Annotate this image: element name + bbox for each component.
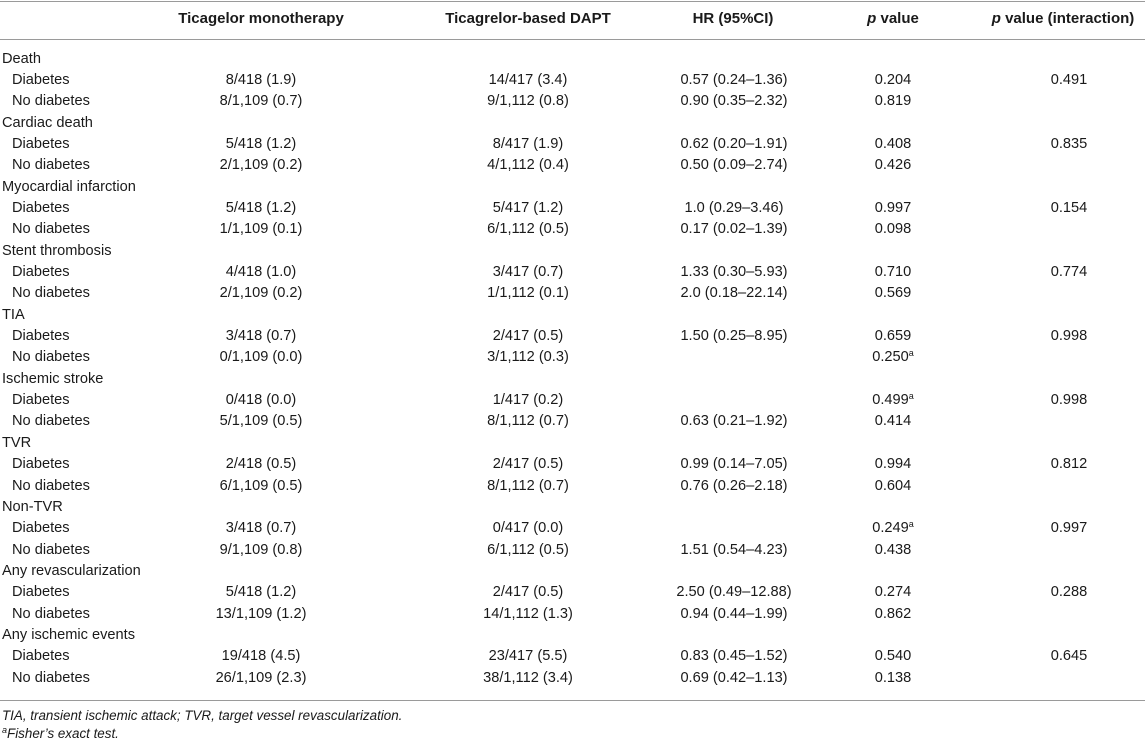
cell-dapt-text: 14/1,112 (1.3)	[483, 605, 573, 622]
cell-hr-text: 2.0 (0.18–22.14)	[680, 285, 788, 302]
cell-dapt-text: 3/1,112 (0.3)	[487, 349, 569, 366]
outcome-row	[0, 177, 1145, 198]
cell-dapt-text: 4/1,112 (0.4)	[487, 157, 569, 174]
table-row	[0, 518, 1145, 539]
cell-p-interaction-text: 0.154	[1050, 199, 1088, 216]
cell-p-value-wrap	[872, 390, 914, 411]
footnote-fisher-text: Fisher’s exact test.	[7, 726, 119, 741]
cell-p-value-wrap	[875, 604, 912, 625]
table-top-rule	[0, 1, 1145, 2]
p-value-text: 0.274	[874, 584, 912, 601]
outcome-row	[0, 241, 1145, 262]
cell-hr-text: 0.90 (0.35–2.32)	[680, 93, 788, 110]
table-row	[0, 411, 1145, 432]
table-header-rule	[0, 39, 1145, 40]
p-value-footnote-marker: a	[908, 348, 914, 359]
subgroup-label: Diabetes	[12, 520, 70, 537]
cell-dapt-text: 5/417 (1.2)	[492, 199, 564, 216]
subgroup-label: Diabetes	[12, 328, 70, 345]
cell-p-value-wrap	[875, 262, 912, 283]
cell-hr-text: 0.94 (0.44–1.99)	[680, 605, 788, 622]
table-row	[0, 646, 1145, 667]
cell-monotherapy-text: 8/1,109 (0.7)	[219, 93, 303, 110]
cell-p-value-wrap	[875, 134, 912, 155]
subgroup-label: No diabetes	[12, 669, 90, 686]
cell-p-interaction-text: 0.288	[1050, 584, 1088, 601]
p-value-text: 0.426	[874, 157, 912, 174]
cell-p-value-wrap	[875, 326, 912, 347]
footnote-fisher	[2, 726, 119, 741]
cell-monotherapy-text: 5/418 (1.2)	[225, 584, 297, 601]
cell-hr-text: 1.50 (0.25–8.95)	[680, 328, 788, 345]
header-hr: HR (95%CI)	[692, 10, 774, 27]
header-p-italic: p	[867, 10, 877, 27]
cell-hr-text: 0.63 (0.21–1.92)	[680, 413, 788, 430]
subgroup-label: Diabetes	[12, 135, 70, 152]
subgroup-label: Diabetes	[12, 71, 70, 88]
subgroup-label: No diabetes	[12, 221, 90, 238]
p-value-text: 0.540	[874, 648, 912, 665]
subgroup-label: No diabetes	[12, 349, 90, 366]
cell-p-interaction-text: 0.774	[1050, 264, 1088, 280]
table-row	[0, 668, 1145, 689]
p-value-text: 0.862	[874, 605, 912, 622]
cell-monotherapy-text: 3/418 (0.7)	[225, 520, 297, 537]
cell-hr-text: 0.69 (0.42–1.13)	[680, 669, 788, 686]
cell-p-interaction-text: 0.998	[1050, 328, 1088, 345]
table-row	[0, 91, 1145, 112]
outcome-label: Ischemic stroke	[2, 370, 104, 387]
cell-p-value-wrap	[875, 219, 912, 240]
outcome-row	[0, 497, 1145, 518]
cell-monotherapy-text: 0/418 (0.0)	[225, 392, 297, 409]
cell-hr-text: 2.50 (0.49–12.88)	[676, 584, 792, 601]
cell-p-interaction-text: 0.835	[1050, 135, 1088, 152]
header-pi-italic: p	[991, 10, 1001, 27]
cell-p-value-wrap	[875, 70, 912, 91]
cell-monotherapy-text: 5/1,109 (0.5)	[219, 413, 303, 430]
subgroup-label: No diabetes	[12, 285, 90, 302]
cell-monotherapy-text: 6/1,109 (0.5)	[219, 477, 303, 494]
subgroup-label: Diabetes	[12, 264, 70, 280]
p-value-text: 0.659	[874, 328, 912, 345]
cell-p-interaction-text: 0.812	[1050, 456, 1088, 473]
cell-dapt-text: 2/417 (0.5)	[492, 328, 564, 345]
cell-monotherapy-text: 4/418 (1.0)	[225, 264, 297, 280]
cell-p-interaction-text: 0.998	[1050, 392, 1088, 409]
p-value-text: 0.994	[874, 456, 912, 473]
outcome-label: Stent thrombosis	[2, 242, 112, 259]
cell-dapt-text: 8/417 (1.9)	[492, 135, 564, 152]
cell-p-value-wrap	[872, 347, 914, 368]
cell-dapt-text: 9/1,112 (0.8)	[487, 93, 569, 110]
cell-p-value-wrap	[875, 668, 912, 689]
cell-dapt-text: 23/417 (5.5)	[488, 648, 568, 665]
outcome-label: TIA	[2, 306, 25, 323]
cell-p-value-wrap	[875, 454, 912, 475]
cell-hr-text: 0.99 (0.14–7.05)	[680, 456, 788, 473]
outcome-row	[0, 561, 1145, 582]
cell-hr-text: 0.62 (0.20–1.91)	[680, 135, 788, 152]
table-row	[0, 326, 1145, 347]
header-p-value	[867, 10, 919, 27]
cell-dapt-text: 2/417 (0.5)	[492, 584, 564, 601]
cell-monotherapy-text: 5/418 (1.2)	[225, 135, 297, 152]
cell-hr-text: 0.57 (0.24–1.36)	[680, 71, 788, 88]
table-row	[0, 604, 1145, 625]
outcome-row	[0, 49, 1145, 70]
footnote-marker: a	[2, 725, 8, 735]
subgroup-label: No diabetes	[12, 413, 90, 430]
cell-p-value-wrap	[875, 540, 912, 561]
cell-dapt-text: 38/1,112 (3.4)	[483, 669, 573, 686]
cell-p-value-wrap	[875, 91, 912, 112]
cell-monotherapy-text: 2/1,109 (0.2)	[219, 157, 303, 174]
outcome-label: Non-TVR	[2, 498, 63, 515]
table-row	[0, 219, 1145, 240]
cell-hr-text: 0.50 (0.09–2.74)	[680, 157, 788, 174]
cell-p-value-wrap	[875, 198, 912, 219]
cell-hr-text: 0.17 (0.02–1.39)	[680, 221, 788, 238]
p-value-text: 0.249	[872, 520, 909, 537]
header-dapt: Ticagrelor-based DAPT	[445, 10, 611, 27]
outcome-label: Any ischemic events	[2, 626, 136, 643]
cell-p-value-wrap	[875, 582, 912, 603]
subgroup-label: Diabetes	[12, 648, 70, 665]
cell-p-value-wrap	[872, 518, 914, 539]
table-row	[0, 582, 1145, 603]
outcome-row	[0, 433, 1145, 454]
table-row	[0, 70, 1145, 91]
outcome-row	[0, 113, 1145, 134]
p-value-text: 0.138	[874, 669, 912, 686]
cell-monotherapy-text: 5/418 (1.2)	[225, 199, 297, 216]
cell-monotherapy-text: 19/418 (4.5)	[221, 648, 301, 665]
p-value-text: 0.569	[874, 285, 912, 302]
outcome-row	[0, 305, 1145, 326]
cell-p-interaction-text: 0.997	[1050, 520, 1088, 537]
cell-dapt-text: 0/417 (0.0)	[492, 520, 564, 537]
subgroup-label: Diabetes	[12, 456, 70, 473]
p-value-text: 0.408	[874, 135, 912, 152]
cell-dapt-text: 1/1,112 (0.1)	[487, 285, 569, 302]
p-value-text: 0.438	[874, 541, 912, 558]
cell-monotherapy-text: 8/418 (1.9)	[225, 71, 297, 88]
cell-monotherapy-text: 2/418 (0.5)	[225, 456, 297, 473]
table-row	[0, 198, 1145, 219]
p-value-text: 0.710	[874, 264, 912, 280]
cell-monotherapy-text: 1/1,109 (0.1)	[219, 221, 303, 238]
outcome-row	[0, 625, 1145, 646]
cell-monotherapy-text: 9/1,109 (0.8)	[219, 541, 303, 558]
header-pi-rest: value (interaction)	[1000, 10, 1135, 27]
cell-dapt-text: 8/1,112 (0.7)	[487, 477, 569, 494]
cell-hr-text: 1.51 (0.54–4.23)	[680, 541, 788, 558]
table-row	[0, 134, 1145, 155]
cell-monotherapy-text: 26/1,109 (2.3)	[215, 669, 307, 686]
p-value-text: 0.604	[874, 477, 912, 494]
cell-p-value-wrap	[875, 411, 912, 432]
p-value-text: 0.250	[872, 349, 909, 366]
cell-dapt-text: 14/417 (3.4)	[488, 71, 568, 88]
cell-hr-text: 0.83 (0.45–1.52)	[680, 648, 788, 665]
cell-monotherapy-text: 3/418 (0.7)	[225, 328, 297, 345]
subgroup-label: No diabetes	[12, 541, 90, 558]
cell-p-interaction-text: 0.491	[1050, 71, 1088, 88]
outcome-label: TVR	[2, 434, 32, 451]
subgroup-label: No diabetes	[12, 157, 90, 174]
cell-dapt-text: 8/1,112 (0.7)	[487, 413, 569, 430]
cell-monotherapy-text: 2/1,109 (0.2)	[219, 285, 303, 302]
subgroup-label: Diabetes	[12, 199, 70, 216]
cell-dapt-text: 2/417 (0.5)	[492, 456, 564, 473]
p-value-text: 0.997	[874, 199, 912, 216]
table-row	[0, 454, 1145, 475]
table-row	[0, 155, 1145, 176]
table-row	[0, 390, 1145, 411]
outcome-label: Any revascularization	[2, 562, 141, 579]
header-p-interaction	[992, 10, 1135, 27]
footnote-abbreviations: TIA, transient ischemic attack; TVR, target vessel revascularization.	[2, 708, 403, 723]
table-bottom-rule	[0, 700, 1145, 701]
table-row	[0, 476, 1145, 497]
cell-dapt-text: 6/1,112 (0.5)	[487, 221, 569, 238]
header-mono: Ticagelor monotherapy	[178, 10, 344, 27]
cell-monotherapy-text: 0/1,109 (0.0)	[219, 349, 303, 366]
cell-monotherapy-text: 13/1,109 (1.2)	[215, 605, 307, 622]
cell-hr-text: 1.0 (0.29–3.46)	[684, 199, 784, 216]
p-value-text: 0.414	[874, 413, 912, 430]
subgroup-label: Diabetes	[12, 584, 70, 601]
cell-p-value-wrap	[875, 476, 912, 497]
p-value-text: 0.204	[874, 71, 912, 88]
p-value-text: 0.499	[872, 392, 909, 409]
subgroup-label: No diabetes	[12, 93, 90, 110]
subgroup-label: No diabetes	[12, 605, 90, 622]
p-value-text: 0.098	[874, 221, 912, 238]
cell-dapt-text: 6/1,112 (0.5)	[487, 541, 569, 558]
cell-p-interaction-text: 0.645	[1050, 648, 1088, 665]
header-p-rest: value	[876, 10, 919, 27]
outcome-row	[0, 369, 1145, 390]
p-value-text: 0.819	[874, 93, 912, 110]
cell-hr-text: 0.76 (0.26–2.18)	[680, 477, 788, 494]
cell-hr-text: 1.33 (0.30–5.93)	[680, 264, 788, 280]
subgroup-label: Diabetes	[12, 392, 70, 409]
table-row	[0, 262, 1145, 283]
subgroup-label: No diabetes	[12, 477, 90, 494]
cell-p-value-wrap	[875, 155, 912, 176]
cell-p-value-wrap	[875, 283, 912, 304]
outcome-label: Myocardial infarction	[2, 178, 136, 195]
p-value-footnote-marker: a	[908, 391, 914, 402]
p-value-footnote-marker: a	[908, 519, 914, 530]
outcome-label: Death	[2, 50, 41, 67]
table-row	[0, 283, 1145, 304]
outcome-label: Cardiac death	[2, 114, 93, 131]
table-row	[0, 540, 1145, 561]
cell-dapt-text: 3/417 (0.7)	[492, 264, 564, 280]
table-row	[0, 347, 1145, 368]
cell-p-value-wrap	[875, 646, 912, 667]
cell-dapt-text: 1/417 (0.2)	[492, 392, 564, 409]
